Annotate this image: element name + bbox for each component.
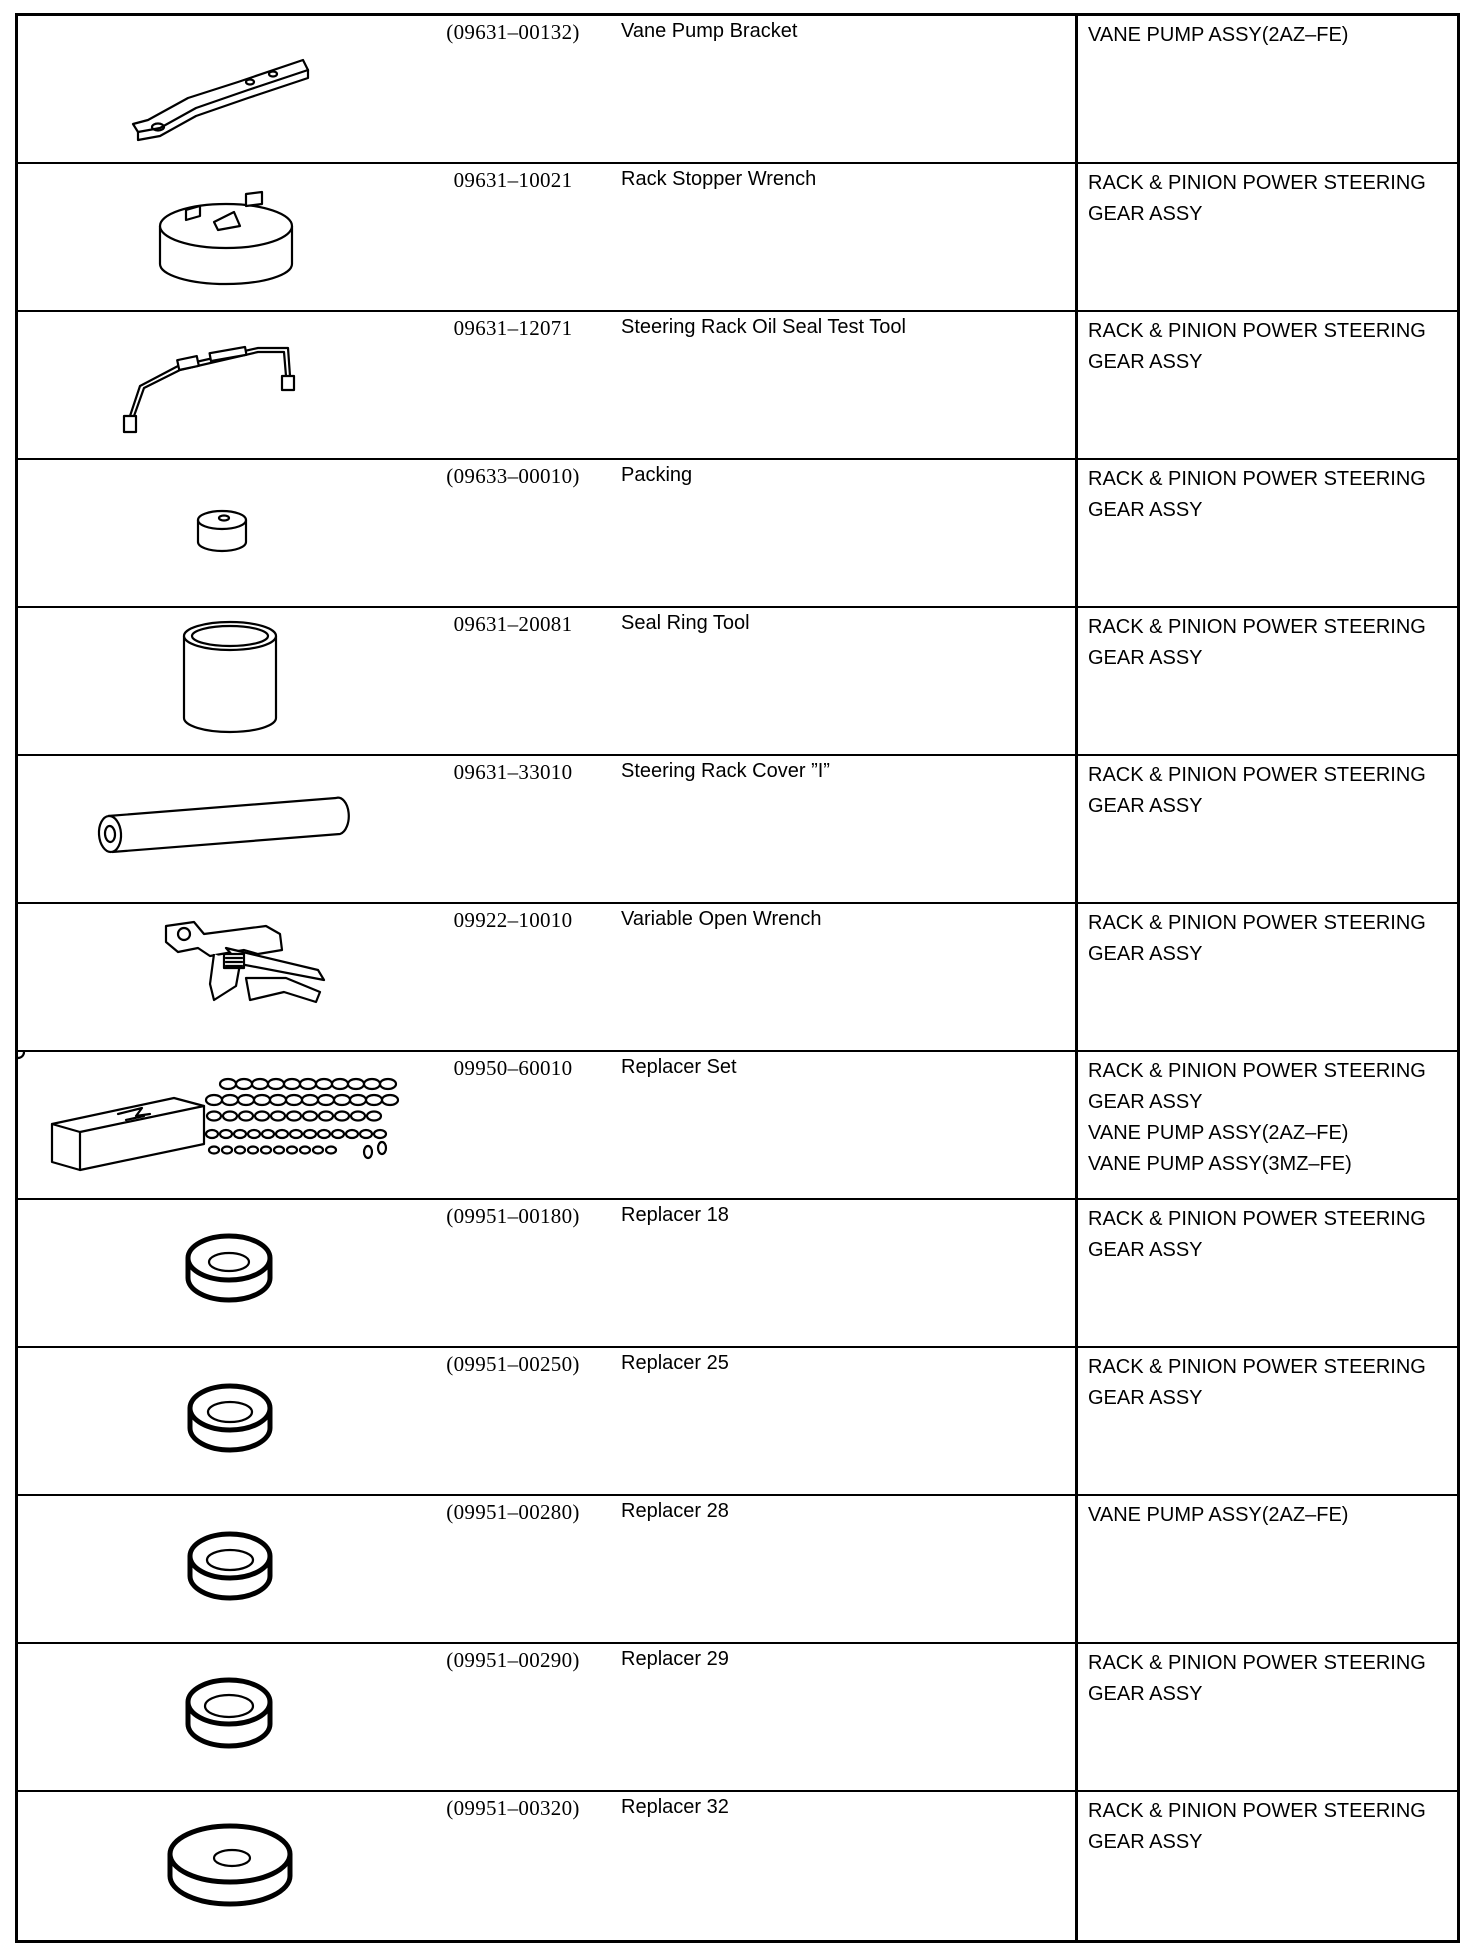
usage-cell [1077,1495,1459,1643]
usage-line: RACK & PINION POWER STEERING [1088,468,1426,490]
tool-name: Seal Ring Tool [621,612,750,634]
usage-cell [1077,607,1459,755]
usage-line: VANE PUMP ASSY(2AZ–FE) [1088,24,1349,46]
usage-line: RACK & PINION POWER STEERING [1088,616,1426,638]
table-row [17,903,1459,1051]
part-number: (09633–00010) [446,464,580,488]
usage-line: RACK & PINION POWER STEERING [1088,912,1426,934]
usage-line: VANE PUMP ASSY(3MZ–FE) [1088,1153,1352,1175]
tool-name: Replacer 18 [621,1204,729,1226]
usage-cell [1077,1643,1459,1791]
usage-line: RACK & PINION POWER STEERING [1088,1652,1426,1674]
tool-name: Replacer 32 [621,1796,729,1818]
steering-rack-cover-illustration [18,756,418,898]
tool-name: Replacer Set [621,1056,737,1078]
replacer-set-illustration [18,1052,418,1194]
tool-name: Replacer 29 [621,1648,729,1670]
table-row [17,15,1459,164]
part-number: (09951–00320) [446,1796,580,1820]
table-row [17,1199,1459,1347]
part-number: 09922–10010 [453,908,573,932]
usage-line: RACK & PINION POWER STEERING [1088,1208,1426,1230]
table-row [17,311,1459,459]
tool-name: Steering Rack Cover ”I” [621,760,830,782]
usage-line: GEAR ASSY [1088,351,1203,373]
tool-name: Packing [621,464,693,486]
table-row [17,1051,1459,1199]
usage-line: VANE PUMP ASSY(2AZ–FE) [1088,1504,1349,1526]
usage-line: GEAR ASSY [1088,1831,1203,1853]
part-number: 09631–12071 [453,316,573,340]
part-number: (09951–00180) [446,1204,580,1228]
variable-open-wrench-illustration [18,904,418,1046]
table-row [17,1791,1459,1942]
usage-cell [1077,903,1459,1051]
replacer-32-illustration [18,1792,418,1934]
usage-line: RACK & PINION POWER STEERING [1088,172,1426,194]
table-row [17,163,1459,311]
usage-line: GEAR ASSY [1088,499,1203,521]
tool-name: Steering Rack Oil Seal Test Tool [621,316,906,338]
tool-name: Vane Pump Bracket [621,20,798,42]
usage-line: GEAR ASSY [1088,647,1203,669]
replacer-18-illustration [18,1200,418,1342]
replacer-28-illustration [18,1496,418,1638]
usage-cell [1077,15,1459,164]
oil-seal-test-tool-illustration [18,312,418,454]
usage-line: RACK & PINION POWER STEERING [1088,764,1426,786]
part-number: 09631–10021 [453,168,573,192]
part-number: (09631–00132) [446,20,580,44]
usage-cell [1077,1347,1459,1495]
part-number: (09951–00290) [446,1648,580,1672]
special-service-tools-table [15,13,1460,1943]
table-row [17,1495,1459,1643]
part-number: (09951–00280) [446,1500,580,1524]
replacer-25-illustration [18,1348,418,1490]
usage-line: GEAR ASSY [1088,943,1203,965]
rack-stopper-wrench-illustration [18,164,418,306]
usage-line: GEAR ASSY [1088,1683,1203,1705]
packing-illustration [18,460,418,602]
tool-name: Replacer 28 [621,1500,729,1522]
usage-cell [1077,755,1459,903]
usage-cell [1077,1051,1459,1199]
usage-cell [1077,163,1459,311]
part-number: (09951–00250) [446,1352,580,1376]
usage-line: RACK & PINION POWER STEERING [1088,1800,1426,1822]
seal-ring-tool-illustration [18,608,418,750]
vane-pump-bracket-illustration [18,16,418,158]
usage-line: VANE PUMP ASSY(2AZ–FE) [1088,1122,1349,1144]
table-row [17,1643,1459,1791]
usage-line: GEAR ASSY [1088,1091,1203,1113]
usage-cell [1077,311,1459,459]
tool-name: Variable Open Wrench [621,908,822,930]
table-row [17,1347,1459,1495]
part-number: 09631–20081 [453,612,573,636]
part-number: 09950–60010 [453,1056,573,1080]
usage-cell [1077,1199,1459,1347]
replacer-29-illustration [18,1644,418,1786]
usage-line: RACK & PINION POWER STEERING [1088,320,1426,342]
usage-line: GEAR ASSY [1088,795,1203,817]
usage-line: GEAR ASSY [1088,203,1203,225]
usage-line: GEAR ASSY [1088,1387,1203,1409]
usage-cell [1077,459,1459,607]
table-row [17,459,1459,607]
tool-name: Replacer 25 [621,1352,729,1374]
usage-line: RACK & PINION POWER STEERING [1088,1060,1426,1082]
part-number: 09631–33010 [453,760,573,784]
usage-line: GEAR ASSY [1088,1239,1203,1261]
tool-name: Rack Stopper Wrench [621,168,817,190]
table-row [17,607,1459,755]
usage-line: RACK & PINION POWER STEERING [1088,1356,1426,1378]
usage-cell [1077,1791,1459,1942]
table-row [17,755,1459,903]
